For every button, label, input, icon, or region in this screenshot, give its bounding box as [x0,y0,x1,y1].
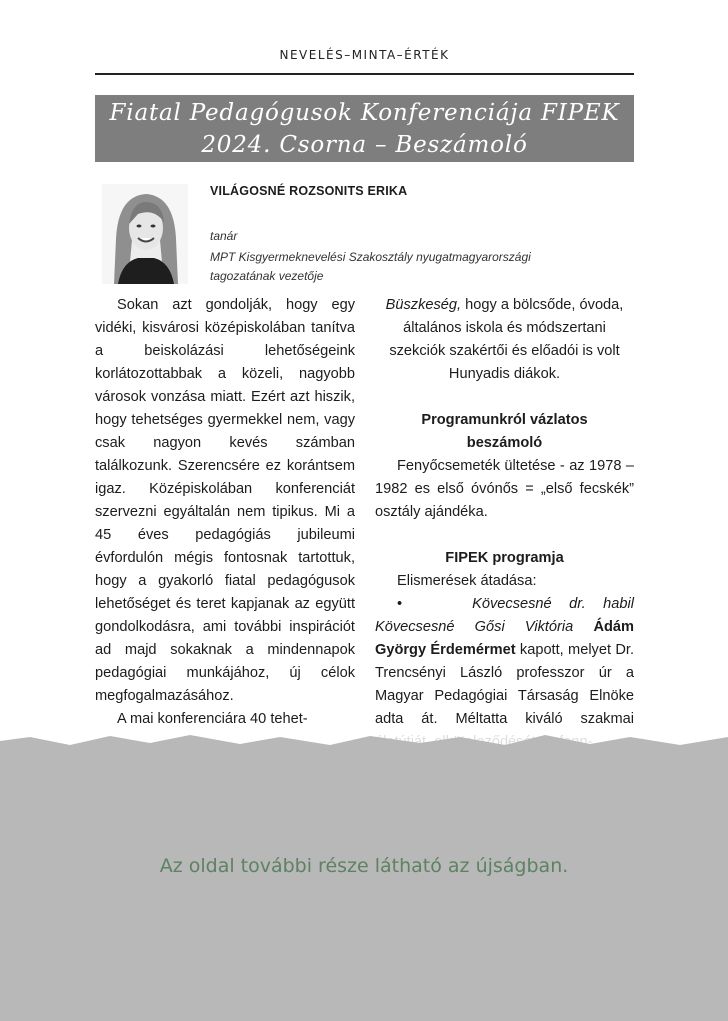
right-paragraph-3: Elismerések átadása: [397,573,537,589]
awardee-name: Kövecsesné dr. habil Kövecsesné Gősi Viktória [375,596,635,635]
article-title-banner [95,95,634,162]
right-paragraph-2: Fenyőcsemeték ültetése - az 1978 – 1982 es első óvónős = „első fecskék” osztály ajándéka. [375,458,634,520]
pride-italic: Büszkeség, [385,297,462,313]
author-name: VILÁGOSNÉ ROZSONITS ERIKA [210,184,408,198]
award-name: Ádám György Érdemérmet [375,619,634,658]
program-heading-line-1: Programunkról vázlatos [421,412,588,428]
bullet-icon: • [397,596,403,612]
header-divider [95,73,634,75]
fipek-heading: FIPEK programja [445,550,564,566]
author-portrait-image [102,184,188,284]
spacer [375,524,634,547]
author-organization [210,248,620,286]
author-org-line-2: tagozatának vezetője [210,269,324,283]
program-heading-line-2: beszámoló [466,435,543,451]
spacer [375,386,634,409]
right-paragraph-1 [375,294,634,386]
pride-rest: hogy a bölcsőde, óvoda, általános iskola és módszertani szekciók szakértői és előadói is volt Hunyadis diákok. [389,297,624,382]
left-paragraph-1: Sokan azt gondolják, hogy egy vidéki, kisvárosi középiskolában tanítva a beiskolázási lehetőségeink korlátozottabbak a közeli, nagyobb városok vonzása miatt. Ezért azt hiszik, hogy tehetséges gyermekkel nem, vagy csak nagyon kevés számban találkozunk. Szerencsére ez korántsem igaz. Középiskolában konferenciát szervezni egyáltalán nem tipikus. Mi a 45 éves pedagógiás jubileumi évfordulón mégis fontosnak tartottuk, hogy a gyakorló fiatal pedagógusok lehetőséget és teret kapjanak az együtt gondolkodásra, ami további inspirációt ad majd sokaknak a mindennapok pedagógiai munkájához, új célok megfogalmazásához. [95,297,355,704]
paywall-message: Az oldal további része látható az újságban. [159,855,569,877]
running-title: NEVELÉS–MINTA–ÉRTÉK [279,48,450,62]
award-description: kapott, melyet Dr. Trencsényi László professzor úr a Magyar Pedagógiai Társaság Elnöke adta át. Méltatta kiváló szakmai [375,642,634,727]
author-role: tanár [210,229,238,243]
left-column [95,294,355,731]
right-column [375,294,634,754]
article-title-line-2: 2024. Csorna – Beszámoló [201,132,528,158]
author-org-line-1: MPT Kisgyermeknevelési Szakosztály nyugatmagyarországi [210,250,531,264]
left-paragraph-cut: A mai konferenciára 40 tehet- [117,711,308,727]
author-photo [102,184,188,284]
article-title-line-1: Fiatal Pedagógusok Konferenciája FIPEK [109,100,620,126]
